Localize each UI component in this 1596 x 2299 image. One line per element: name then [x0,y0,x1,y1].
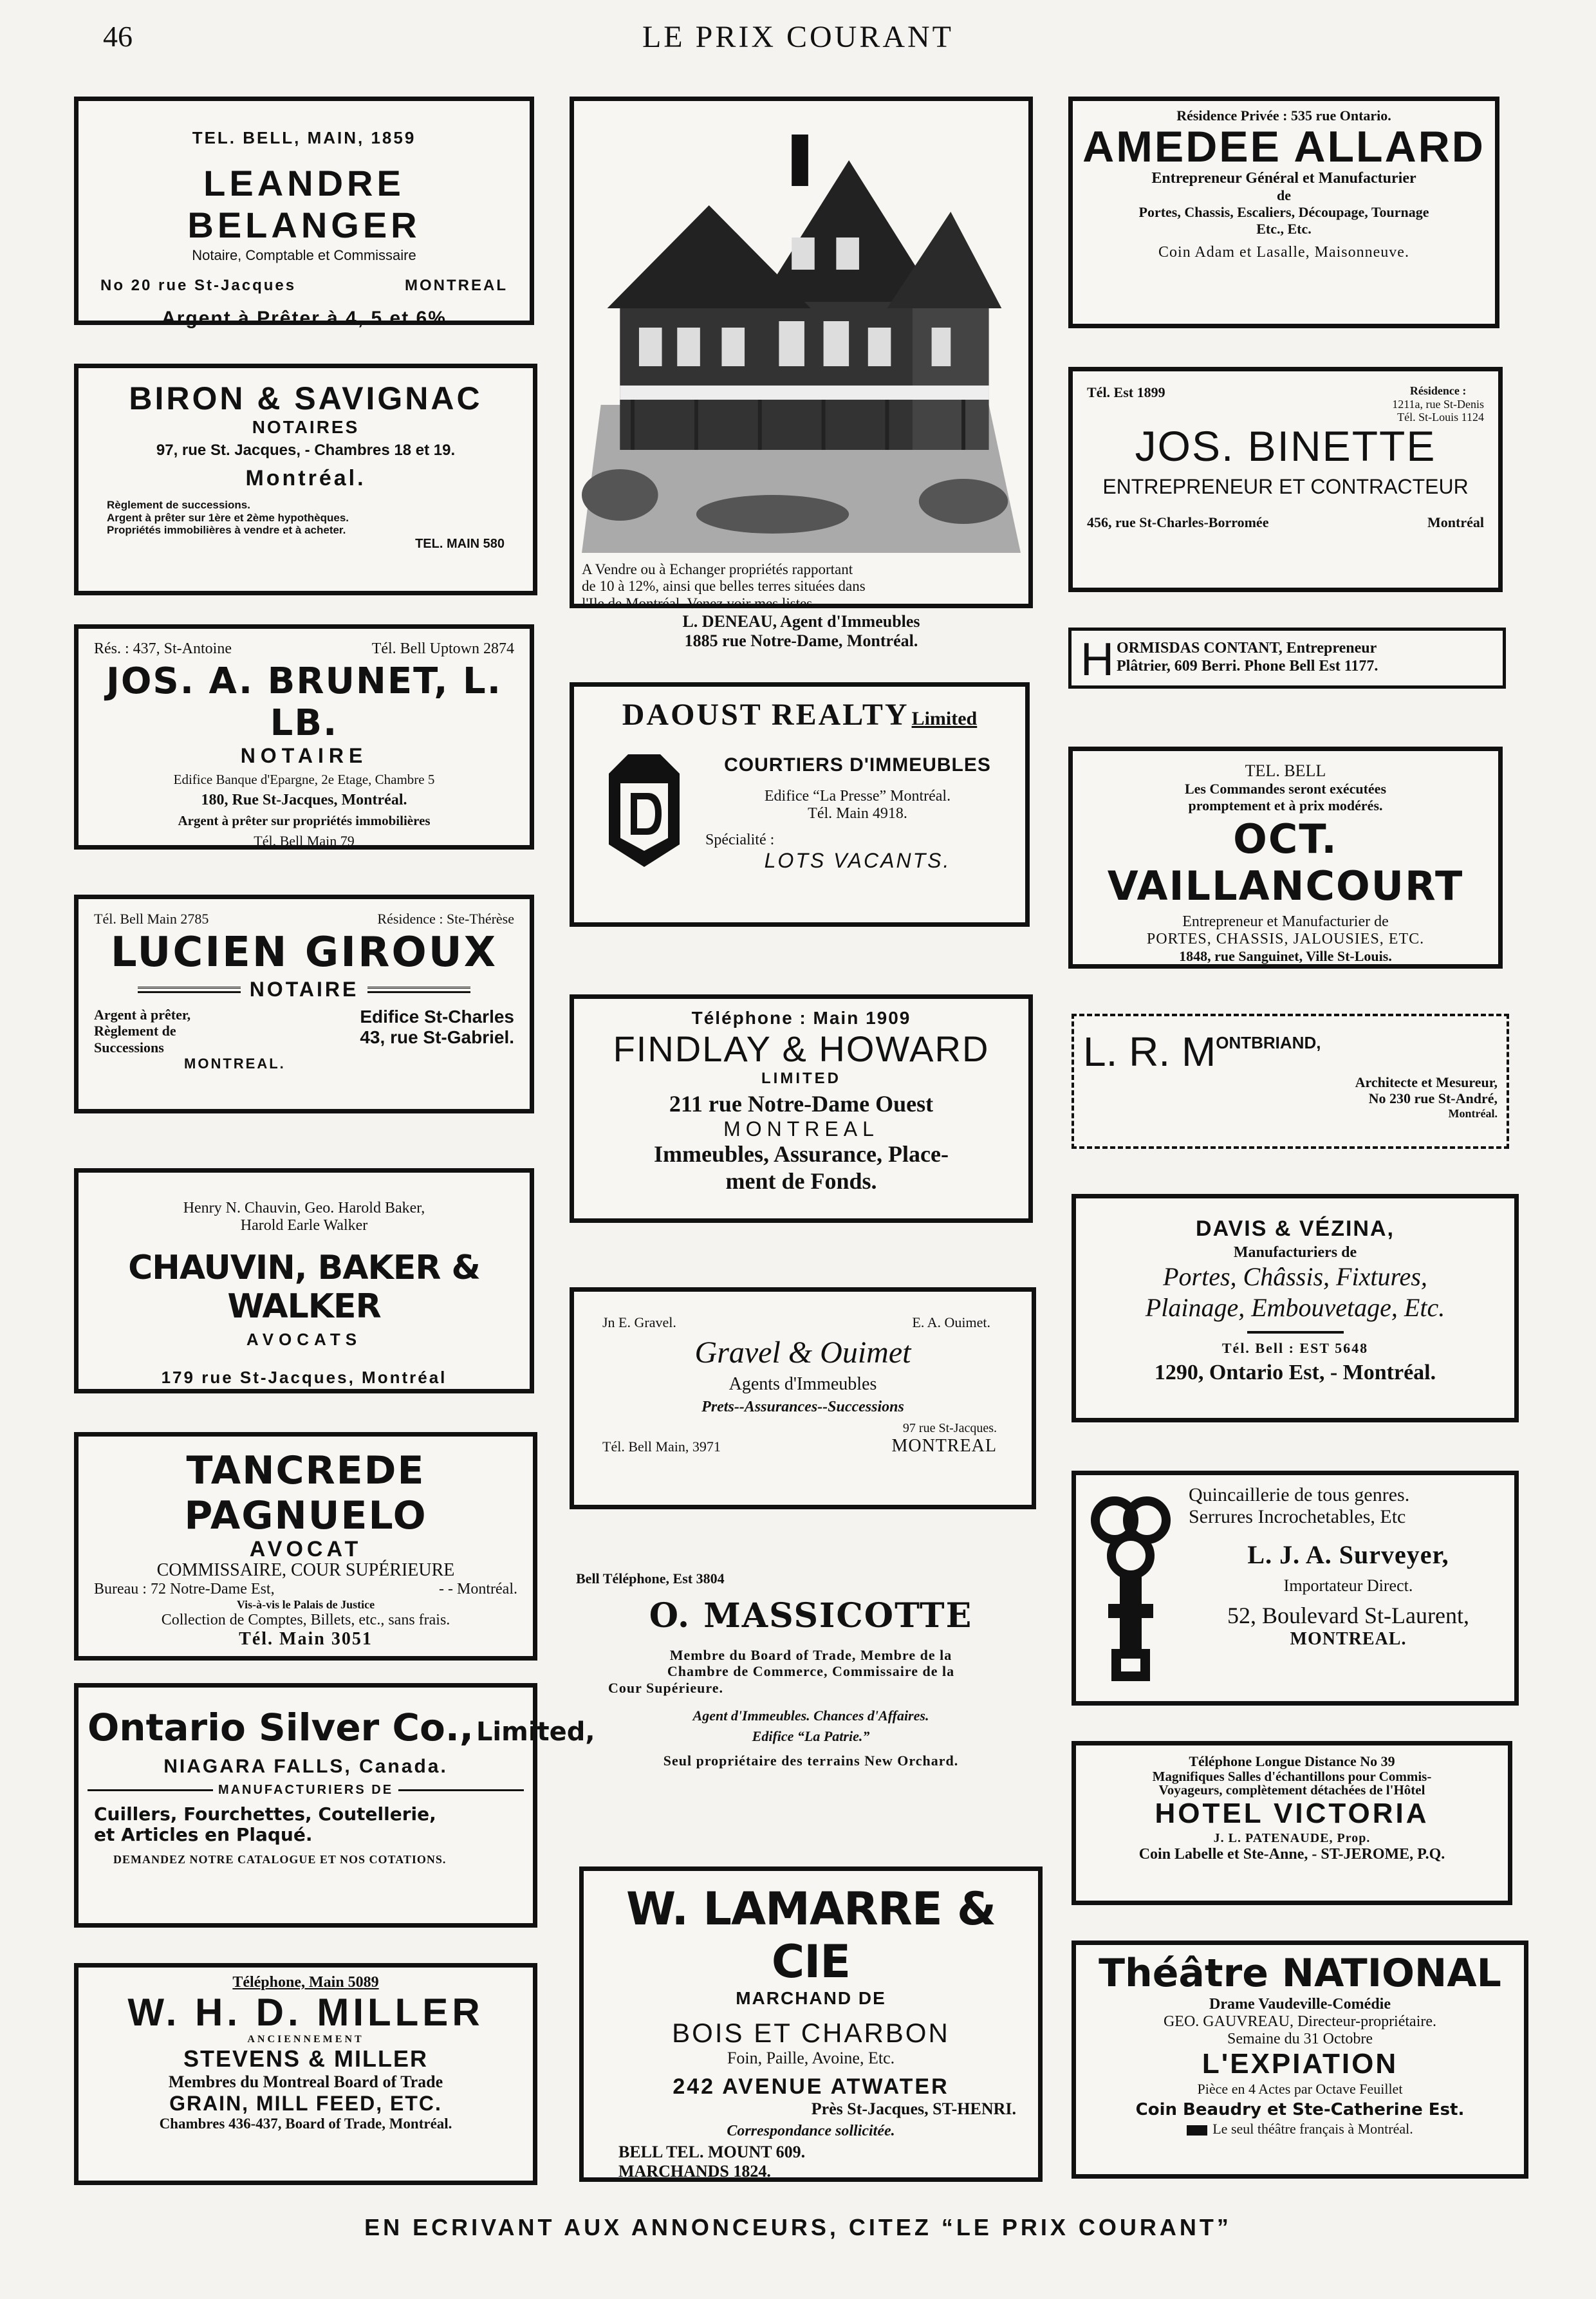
ad-line: Cuillers, Fourchettes, Coutellerie, [94,1803,436,1825]
ad-address: 456, rue St-Charles-Borromée [1087,514,1269,531]
ad-line: Membres du Montreal Board of Trade [168,2072,443,2091]
ad-tel: MARCHANDS 1824. [618,2161,771,2181]
ad-limited: Limited, [476,1717,595,1747]
ad-role: Agents d'Immeubles [728,1374,877,1394]
ad-proprietor: J. L. PATENAUDE, Prop. [1213,1830,1371,1845]
ad-city: Montréal. [1448,1106,1498,1120]
ad-line: Plâtrier, 609 Berri. Phone Bell Est 1177. [1117,657,1378,675]
ad-tel: TEL. BELL [1245,761,1326,780]
ad-line: Règlement de [94,1023,176,1039]
ad-brunet [74,624,534,850]
ad-address: 179 rue St-Jacques, Montréal [161,1368,447,1387]
ad-address: 52, Boulevard St-Laurent, [1227,1603,1469,1628]
ad-city: MONTREAL. [1290,1629,1407,1649]
ad-name: TANCREDE PAGNUELO [184,1448,427,1538]
ad-line: Cour Supérieure. [608,1679,723,1696]
ad-chauvin [74,1168,534,1393]
ad-line: Portes, Chassis, Escaliers, Découpage, Tournage [1138,204,1429,221]
ad-rule [1247,1331,1344,1334]
ad-line: promptement et à prix modérés. [1188,797,1383,814]
ad-address: No 230 rue St-André, [1368,1090,1498,1107]
ad-line: Près St-Jacques, ST-HENRI. [811,2099,1016,2118]
ad-line: Correspondance sollicitée. [727,2123,895,2139]
ad-role: MANUFACTURIERS DE [218,1783,394,1797]
ad-giroux [74,895,534,1113]
ad-city: MONTREAL [405,277,508,294]
ad-biron-savignac [74,364,537,595]
ad-line: Seul propriétaire des terrains New Orchard. [663,1752,959,1769]
ad-tel: TEL. BELL, MAIN, 1859 [192,128,416,147]
ad-gravel-ouimet [570,1287,1036,1509]
ad-line: GRAIN, MILL FEED, ETC. [169,2092,442,2115]
ad-address: 1885 rue Notre-Dame, Montréal. [684,631,918,651]
ad-line: DEMANDEZ NOTRE CATALOGUE ET NOS COTATIONS. [113,1853,447,1866]
ad-city: Montréal. [245,466,366,490]
ad-city: Montréal [1427,514,1484,531]
ad-line: et Articles en Plaqué. [94,1824,313,1846]
ad-line: Pièce en 4 Actes par Octave Feuillet [1197,2080,1403,2097]
ad-residence: Résidence : [1409,384,1467,397]
ad-tel: Téléphone : Main 1909 [691,1008,911,1028]
ad-line: BOIS ET CHARBON [672,2018,950,2048]
ad-theatre-national [1072,1941,1528,2179]
ad-address: 1848, rue Sanguinet, Ville St-Louis. [1179,948,1392,964]
ad-line: ment de Fonds. [725,1168,877,1194]
ad-hotel-victoria [1072,1741,1512,1905]
ad-binette [1068,367,1503,592]
ad-limited: LIMITED [761,1070,841,1088]
ad-line: ORMISDAS CONTANT, Entrepreneur [1117,640,1377,656]
ad-deneau [570,97,1033,651]
ad-role: MARCHAND DE [736,1988,886,2008]
ad-ontario-silver [74,1683,595,1928]
ad-residence: Rés. : 437, St-Antoine [94,640,232,657]
ad-line: Les Commandes seront exécutées [1184,781,1387,797]
ad-address: No 20 rue St-Jacques [100,277,297,294]
ad-name-rest: ONTBRIAND, [1216,1033,1321,1052]
ad-allard [1068,97,1499,328]
ad-name: W. LAMARRE & CIE [626,1883,996,1988]
ad-residence: 1211a, rue St-Denis [1392,397,1484,411]
ad-tel: Tél. Bell Main, 3971 [602,1438,721,1455]
ad-tel: Tél. Bell Uptown 2874 [371,640,514,657]
ad-name: DAVIS & VÉZINA, [1196,1216,1395,1241]
ad-line: COMMISSAIRE, COUR SUPÉRIEURE [156,1560,455,1580]
ad-line: Foin, Paille, Avoine, Etc. [727,2049,895,2067]
ad-rule [138,987,241,993]
ad-line: Prets--Assurances--Successions [701,1399,904,1415]
ad-name: FINDLAY & HOWARD [613,1028,990,1069]
page-title: LE PRIX COURANT [642,20,954,54]
ad-line: Semaine du 31 Octobre [1227,2031,1373,2047]
ad-line: Henry N. Chauvin, Geo. Harold Baker, [183,1200,425,1216]
ad-line: Entrepreneur et Manufacturier de [1182,913,1389,930]
ad-address: 97 rue St-Jacques. [902,1421,997,1435]
ad-tel: TEL. MAIN 580 [415,536,505,551]
page-header [0,19,1596,64]
ad-former: ANCIENNEMENT [247,2034,364,2045]
pointing-hand-icon [1187,2125,1207,2136]
ad-name: JOS. BINETTE [1135,422,1436,470]
ad-line: PORTES, CHASSIS, JALOUSIES, ETC. [1146,931,1425,947]
ad-line: Architecte et Mesureur, [1355,1074,1498,1090]
realty-logo-icon [602,748,686,870]
ad-line: Plainage, Embouvetage, Etc. [1145,1293,1445,1322]
ad-role: NOTAIRE [240,744,368,767]
ad-address: Coin Beaudry et Ste-Catherine Est. [1135,2099,1465,2119]
ad-davis-vezina [1072,1194,1519,1422]
ad-line: Collection de Comptes, Billets, etc., sans frais. [161,1612,450,1628]
ad-line: Argent à prêter sur propriétés immobilières [178,813,431,828]
ad-address: 1290, Ontario Est, - Montréal. [1154,1361,1436,1384]
ad-lamarre [579,1866,1043,2182]
ad-line: Edifice St-Charles [360,1007,514,1027]
ad-tel: BELL TEL. MOUNT 609. [618,2143,806,2161]
ad-line: Immeubles, Assurance, Place- [654,1141,949,1168]
ad-name: L. R. M [1083,1028,1216,1075]
ad-tel: Téléphone Longue Distance No 39 [1189,1753,1395,1769]
ad-role: Importateur Direct. [1283,1576,1413,1595]
ad-daoust [570,682,1030,927]
ad-role: ENTREPRENEUR ET CONTRACTEUR [1102,475,1469,499]
ad-city: - - Montréal. [439,1581,517,1597]
ad-address: 242 AVENUE ATWATER [673,2074,949,2099]
ad-line: Argent à prêter sur 1ère et 2ème hypothèques. [107,511,349,524]
ad-city: MONTREAL [891,1436,997,1456]
ad-line: Edifice “La Presse” Montréal. [764,788,951,805]
ad-line: Serrures Incrochetables, Etc [1189,1506,1406,1527]
ad-tel: Tél. Bell : EST 5648 [1221,1340,1369,1356]
ad-line: Drame Vaudeville-Comédie [1209,1996,1391,2013]
ad-line: Harold Earle Walker [240,1217,368,1234]
ad-name: HOTEL VICTORIA [1155,1798,1429,1829]
ad-line: Quincaillerie de tous genres. [1189,1484,1410,1505]
ad-role: NOTAIRE [249,978,359,1001]
ad-tel: Tél. Bell Main 79 [254,833,355,849]
ad-contant [1068,628,1506,689]
key-icon [1089,1494,1173,1688]
ad-initial: H [1081,634,1114,685]
ad-line: Etc., Etc. [1256,221,1312,237]
ad-role: AVOCAT [249,1537,362,1561]
ad-name: BIRON & SAVIGNAC [129,380,483,416]
ad-name: LEANDRE BELANGER [187,163,421,245]
ad-role: Manufacturiers de [1233,1244,1357,1261]
ad-line: Argent à Prêter à 4, 5 et 6% [162,308,447,329]
ad-vaillancourt [1068,747,1503,969]
ad-name: L. J. A. Surveyer, [1247,1540,1449,1569]
ad-tel: Tél. Est 1899 [1087,384,1165,400]
ad-tel: Tél. Main 3051 [239,1629,373,1649]
ad-line: Magnifiques Salles d'échantillons pour Commis- [1152,1769,1432,1784]
ad-limited: Limited [911,708,978,729]
ad-line: Chambre de Commerce, Commissaire de la [667,1663,955,1680]
ad-tel: Tél. Main 4918. [808,805,907,822]
ad-line: Membre du Board of Trade, Membre de la [669,1647,952,1663]
ad-role: COURTIERS D'IMMEUBLES [724,754,991,776]
ad-name: W. H. D. MILLER [127,1991,484,2034]
ad-residence: Résidence Privée : 535 rue Ontario. [1176,107,1391,124]
ad-line: Règlement de successions. [107,499,250,511]
ad-role: AVOCATS [246,1330,362,1349]
ad-spec-label: Spécialité : [705,832,775,848]
ad-partner: Jn E. Gravel. [602,1314,676,1330]
ad-partner: E. A. Ouimet. [912,1314,990,1330]
ad-name: LUCIEN GIROUX [110,929,498,976]
ad-residence: Résidence : Ste-Thérèse [377,911,514,927]
house-illustration [582,109,1021,553]
ad-line: Chambres 436-437, Board of Trade, Montréal. [159,2116,452,2132]
ad-tel: Bell Téléphone, Est 3804 [576,1570,725,1587]
ad-name: O. MASSICOTTE [649,1596,973,1635]
ad-line: Entrepreneur Général et Manufacturier [1151,170,1416,187]
ad-line: de [1277,187,1291,204]
ad-line: Successions [94,1039,164,1056]
ad-name: AMEDEE ALLARD [1082,122,1485,171]
ad-line: Vis-à-vis le Palais de Justice [236,1598,375,1611]
ad-line: de 10 à 12%, ainsi que belles terres situées dans [582,578,866,595]
ad-name: DAOUST REALTY [622,698,909,732]
ad-pagnuelo [74,1432,537,1661]
ad-role: NOTAIRES [252,417,360,437]
ad-name: Gravel & Ouimet [694,1336,911,1370]
ad-tel: Téléphone, Main 5089 [232,1974,379,1991]
ad-name: CHAUVIN, BAKER & WALKER [128,1249,480,1326]
ad-rule [88,1789,213,1791]
ad-line: GEO. GAUVREAU, Directeur-propriétaire. [1163,2013,1437,2030]
ad-address: Coin Adam et Lasalle, Maisonneuve. [1158,244,1409,261]
ad-line: Propriétés immobilières à vendre et à acheter. [107,524,346,537]
ad-surveyer [1072,1471,1519,1706]
ad-miller [74,1963,537,2185]
ad-line: A Vendre ou à Echanger propriétés rapportant [582,561,853,577]
ad-name: OCT. VAILLANCOURT [1107,815,1464,909]
ad-play: L'EXPIATION [1202,2048,1398,2080]
ad-firm: STEVENS & MILLER [183,2045,429,2072]
ad-line: Argent à prêter, [94,1007,191,1023]
ad-montbriand [1072,1014,1509,1149]
ad-rule [398,1789,524,1791]
ad-tel: Tél. St-Louis 1124 [1397,411,1484,424]
ad-line: l'Ile de Montréal. Venez voir mes listes. [582,595,816,611]
ad-name: JOS. A. BRUNET, L. LB. [106,660,503,744]
page-footer: EN ECRIVANT AUX ANNONCEURS, CITEZ “LE PRIX COURANT” [364,2214,1232,2240]
ad-spec-value: LOTS VACANTS. [764,849,951,872]
ad-line: Portes, Châssis, Fixtures, [1163,1262,1427,1291]
ad-line: 43, rue St-Gabriel. [360,1027,514,1048]
ad-line: Agent d'Immeubles. Chances d'Affaires. [692,1707,929,1724]
ad-name: L. DENEAU, Agent d'Immeubles [682,612,920,631]
ad-findlay-howard [570,994,1033,1223]
ad-address: Bureau : 72 Notre-Dame Est, [94,1581,275,1597]
ad-address: Coin Labelle et Ste-Anne, - ST-JEROME, P.Q. [1138,1845,1445,1863]
ad-subtitle: Notaire, Comptable et Commissaire [192,247,416,263]
ad-line: Edifice “La Patrie.” [752,1727,870,1744]
ad-address: 211 rue Notre-Dame Ouest [669,1091,934,1117]
ad-line: Le seul théâtre français à Montréal. [1212,2120,1413,2137]
ad-line: Voyageurs, complètement détachées de l'Hôtel [1158,1782,1425,1798]
ad-city: MONTREAL. [184,1055,286,1072]
page-number: 46 [103,20,133,53]
ad-address: 97, rue St. Jacques, - Chambres 18 et 19. [156,442,456,459]
ad-name: Théâtre NATIONAL [1099,1951,1501,1996]
ad-city: NIAGARA FALLS, Canada. [163,1756,448,1777]
ad-massicotte [576,1570,1046,1828]
ad-city: MONTREAL [723,1117,879,1141]
ad-rule [367,987,470,993]
ad-name: Ontario Silver Co., [88,1706,474,1749]
ad-belanger [74,97,534,329]
ad-line: Edifice Banque d'Epargne, 2e Etage, Chambre 5 [173,772,435,787]
ad-tel: Tél. Bell Main 2785 [94,911,209,927]
ad-line: 180, Rue St-Jacques, Montréal. [201,792,407,808]
